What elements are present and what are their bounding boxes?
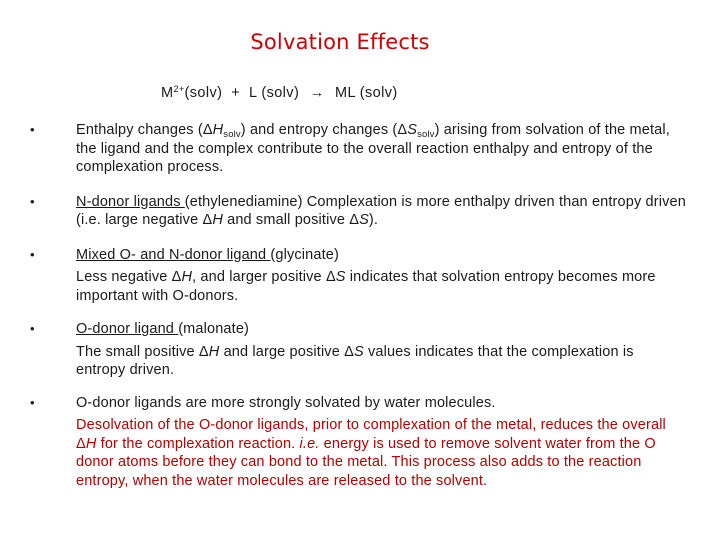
enthalpy-subscript: solv [223, 129, 241, 140]
enthalpy-symbol: H [212, 212, 223, 228]
bullet-mixed-donor [0, 246, 720, 306]
bullet-body-highlight [76, 416, 686, 490]
ligand-term: L (solv) [248, 85, 300, 101]
reaction-equation [161, 85, 398, 101]
bullet-o-donor [0, 320, 720, 380]
reaction-arrow: → [309, 85, 325, 101]
plus-sign: + [231, 85, 241, 101]
bullet-marker: • [30, 193, 35, 209]
bullet-list [0, 121, 720, 490]
bullet-marker: • [30, 246, 35, 262]
text-segment: , and larger positive Δ [192, 269, 336, 285]
ie-abbreviation: i.e. [299, 435, 320, 452]
bullet-o-donor-solvation [0, 394, 720, 491]
text-segment: ). [368, 212, 379, 228]
text-segment: Less negative Δ [76, 269, 182, 285]
entropy-symbol: S [335, 269, 346, 285]
entropy-symbol: S [359, 212, 369, 228]
metal-phase: (solv) [184, 85, 223, 101]
text-segment: for the complexation reaction. [96, 435, 300, 452]
entropy-symbol: S [353, 343, 364, 360]
text-segment: energy is used to remove solvent water from the O donor atoms before they can bond to the metal. This process also adds to the reaction entropy, when the water molecules are released to the solvent. [76, 435, 656, 489]
bullet-marker: • [30, 321, 35, 336]
text-segment: (ethylenediamine) Complexation is more enthalpy driven than entropy driven (i.e. large negative Δ [76, 193, 686, 228]
bullet-body [76, 343, 686, 380]
bullet-heading: N-donor ligands [76, 193, 185, 210]
text-segment: Desolvation of the O-donor ligands, prior to complexation of the metal, reduces the overall Δ [76, 417, 666, 452]
metal-symbol: M [161, 85, 174, 101]
bullet-heading-line [76, 246, 686, 265]
text-segment: ) and entropy changes (Δ [240, 122, 408, 138]
bullet-n-donor [0, 193, 720, 230]
slide-title: Solvation Effects [250, 30, 430, 54]
bullet-body [76, 268, 686, 305]
text-segment: (glycinate) [270, 246, 339, 263]
text-segment: and large positive Δ [219, 343, 354, 360]
bullet-heading: O-donor ligand [76, 321, 179, 337]
bullet-heading-line [76, 320, 686, 339]
text-segment: indicates that solvation entropy becomes more important with O-donors. [76, 269, 656, 304]
text-segment: ) arising from solvation of the metal, the ligand and the complex contribute to the overall reaction enthalpy and entropy of the complexation process. [76, 122, 670, 175]
bullet-text [76, 122, 670, 175]
bullet-solvation-contributions [0, 121, 720, 177]
metal-charge: 2+ [173, 84, 185, 94]
text-segment: (malonate) [178, 321, 250, 337]
entropy-subscript: solv [417, 129, 435, 140]
text-segment: and small positive Δ [222, 212, 360, 228]
bullet-heading: Mixed O- and N-donor ligand [76, 246, 271, 263]
text-segment: The small positive Δ [76, 343, 209, 360]
text-segment: values indicates that the complexation is entropy driven. [76, 343, 634, 378]
product-term: ML (solv) [334, 85, 398, 101]
text-segment: Enthalpy changes (Δ [76, 122, 213, 138]
bullet-marker: • [30, 122, 35, 137]
enthalpy-symbol: H [212, 122, 224, 138]
enthalpy-symbol: H [208, 343, 220, 360]
enthalpy-symbol: H [181, 269, 193, 285]
enthalpy-symbol: H [85, 435, 97, 452]
bullet-marker: • [30, 394, 35, 410]
bullet-heading: O-donor ligands are more strongly solvated by water molecules. [76, 394, 496, 411]
bullet-text [76, 194, 686, 229]
entropy-symbol: S [407, 122, 418, 138]
